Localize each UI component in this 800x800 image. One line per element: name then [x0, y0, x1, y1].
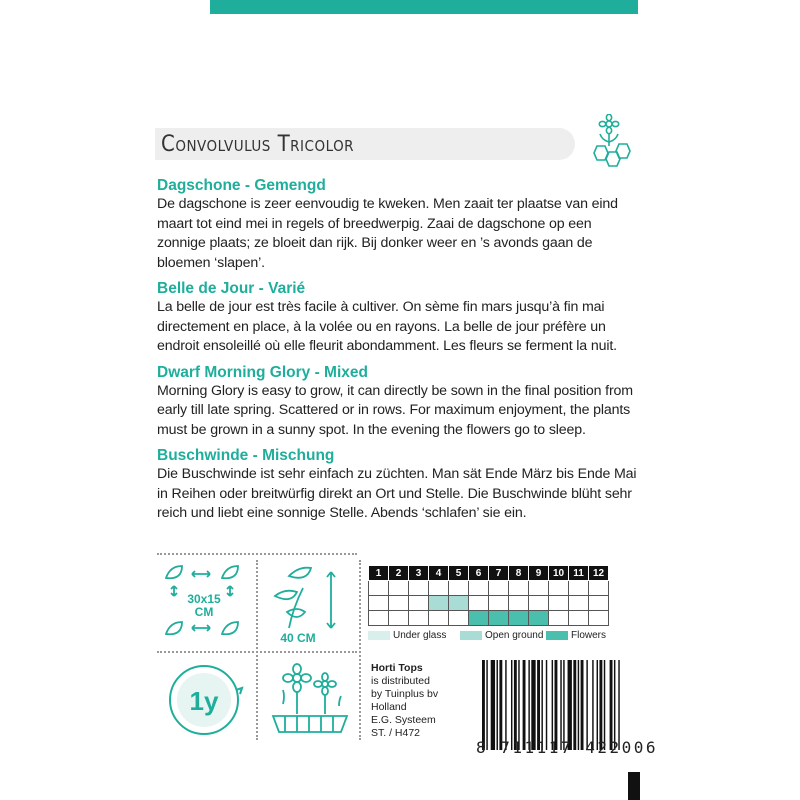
panel-divider-vertical — [256, 560, 258, 740]
barcode-bar — [523, 660, 526, 750]
calendar-cell-open-ground-11 — [569, 596, 589, 611]
plant-height-icon — [265, 562, 353, 646]
section-title-en: Dwarf Morning Glory - Mixed — [157, 363, 368, 381]
barcode-bar — [614, 660, 615, 750]
calendar-cell-open-ground-6 — [469, 596, 489, 611]
calendar-cell-under-glass-7 — [489, 581, 509, 596]
distributor-line-4: E.G. Systeem — [371, 714, 436, 726]
calendar-cell-open-ground-3 — [409, 596, 429, 611]
section-title-fr: Belle de Jour - Varié — [157, 280, 306, 297]
panel-divider-right — [359, 560, 361, 740]
calendar-month-7: 7 — [489, 566, 509, 581]
calendar-month-9: 9 — [529, 566, 549, 581]
spacing-label-line1: 30x15 — [187, 592, 221, 606]
barcode-bar — [546, 660, 547, 750]
calendar-cell-flowers-1 — [369, 611, 389, 626]
barcode-bar — [555, 660, 558, 750]
calendar-cell-under-glass-9 — [529, 581, 549, 596]
barcode-bar — [497, 660, 498, 750]
barcode-bar — [560, 660, 561, 750]
legend-swatch-under-glass — [368, 631, 390, 640]
calendar-row-flowers — [369, 611, 609, 626]
barcode-bar — [618, 660, 619, 750]
section-body-fr: La belle de jour est très facile à cultiver. On sème fin mars jusqu’à fin mai directement en place, à la volée ou en rayons. La belle de jour préfère un endroit ensoleillé où elle fleurit abondamment. Les fleurs se ferment la nuit. — [157, 299, 617, 354]
barcode-bar — [604, 660, 605, 750]
calendar-month-12: 12 — [589, 566, 609, 581]
barcode-bar — [518, 660, 519, 750]
section-title-nl: Dagschone - Gemengd — [157, 177, 326, 194]
calendar-row-under-glass — [369, 581, 609, 596]
calendar-cell-flowers-7 — [489, 611, 509, 626]
calendar-month-4: 4 — [429, 566, 449, 581]
legend-label-under-glass: Under glass — [393, 630, 447, 641]
calendar-cell-flowers-4 — [429, 611, 449, 626]
distributor-brand: Horti Tops — [371, 662, 423, 674]
barcode — [480, 660, 630, 750]
calendar-cell-open-ground-4 — [429, 596, 449, 611]
calendar-month-5: 5 — [449, 566, 469, 581]
calendar-cell-under-glass-2 — [389, 581, 409, 596]
barcode-bar — [499, 660, 502, 750]
calendar-cell-open-ground-12 — [589, 596, 609, 611]
calendar-cell-open-ground-5 — [449, 596, 469, 611]
print-registration-mark — [628, 772, 640, 800]
calendar-month-1: 1 — [369, 566, 389, 581]
calendar-months-row — [369, 566, 609, 581]
barcode-digits: 8 711117 422006 — [476, 738, 658, 757]
flower-logo-icon — [583, 114, 647, 170]
calendar-cell-flowers-3 — [409, 611, 429, 626]
calendar-month-11: 11 — [569, 566, 589, 581]
calendar-cell-under-glass-10 — [549, 581, 569, 596]
legend-under-glass — [368, 630, 446, 641]
calendar-month-6: 6 — [469, 566, 489, 581]
calendar-cell-open-ground-10 — [549, 596, 569, 611]
calendar-grid — [368, 565, 609, 626]
distributor-info — [371, 662, 438, 740]
description-sections — [157, 176, 641, 524]
calendar-cell-flowers-6 — [469, 611, 489, 626]
calendar-month-10: 10 — [549, 566, 569, 581]
calendar-cell-flowers-11 — [569, 611, 589, 626]
section-body-nl: De dagschone is zeer eenvoudig te kweken. Men zaait ter plaatse van eind maart tot eind mei in regels of breedwerpig. Zaai de dagschone op een zonnige plaats; ze bloeit dan rijk. Bij donker weer en ’s avonds gaan de bloemen ‘slapen’. — [157, 196, 618, 271]
barcode-bar — [491, 660, 495, 750]
barcode-bar — [482, 660, 485, 750]
calendar-month-3: 3 — [409, 566, 429, 581]
barcode-bar — [528, 660, 529, 750]
calendar-cell-open-ground-2 — [389, 596, 409, 611]
calendar-cell-open-ground-7 — [489, 596, 509, 611]
distributor-line-5: ST. / H472 — [371, 727, 421, 739]
calendar-cell-flowers-8 — [509, 611, 529, 626]
barcode-bar — [514, 660, 517, 750]
barcode-bar — [568, 660, 572, 750]
barcode-bar — [505, 660, 506, 750]
section-body-en: Morning Glory is easy to grow, it can directly be sown in the final position from early till late spring. Scattered or in rows. For maximum enjoyment, the plants must be grown in a sunny spot. In the evening the flowers go to sleep. — [157, 382, 633, 438]
distributor-line-2: by Tuinplus bv — [371, 688, 439, 700]
legend-flowers — [546, 630, 606, 641]
calendar-cell-flowers-9 — [529, 611, 549, 626]
barcode-bar — [586, 660, 587, 750]
legend-swatch-flowers — [546, 631, 568, 640]
barcode-bar — [597, 660, 598, 750]
calendar-cell-under-glass-5 — [449, 581, 469, 596]
calendar-cell-flowers-2 — [389, 611, 409, 626]
species-name: Convolvulus Tricolor — [161, 132, 355, 157]
spacing-icon — [160, 562, 250, 644]
barcode-bar — [537, 660, 540, 750]
calendar-cell-open-ground-1 — [369, 596, 389, 611]
barcode-bar — [486, 660, 487, 750]
spacing-label-line2: CM — [194, 605, 214, 619]
calendar-month-2: 2 — [389, 566, 409, 581]
calendar-row-open-ground — [369, 596, 609, 611]
barcode-bar — [581, 660, 584, 750]
top-color-bar — [210, 0, 638, 14]
distributor-line-3: Holland — [371, 701, 407, 713]
calendar-cell-flowers-5 — [449, 611, 469, 626]
distributor-line-1: is distributed — [371, 675, 430, 687]
calendar-cell-open-ground-9 — [529, 596, 549, 611]
barcode-bar — [573, 660, 576, 750]
barcode-bar — [541, 660, 542, 750]
calendar-cell-under-glass-4 — [429, 581, 449, 596]
legend-label-flowers: Flowers — [571, 630, 607, 641]
panel-divider-top — [157, 553, 357, 555]
calendar-cell-under-glass-8 — [509, 581, 529, 596]
section-body-de: Die Buschwinde ist sehr einfach zu züchten. Man sät Ende März bis Ende Mai in Reihen oder breitwürfig direkt an Ort und Stelle. Die Buschwinde blüht sehr reich und liebt eine sonnige Stelle. Abends ‘schlafen’ sie ein. — [157, 466, 637, 521]
barcode-bar — [531, 660, 535, 750]
legend-swatch-open-ground — [460, 631, 482, 640]
calendar-cell-open-ground-8 — [509, 596, 529, 611]
barcode-bar — [552, 660, 553, 750]
calendar-cell-under-glass-11 — [569, 581, 589, 596]
calendar-cell-flowers-12 — [589, 611, 609, 626]
calendar-cell-flowers-10 — [549, 611, 569, 626]
barcode-bar — [599, 660, 602, 750]
barcode-bar — [511, 660, 512, 750]
sowing-calendar — [368, 565, 609, 626]
height-label: 40 CM — [280, 631, 316, 645]
calendar-month-8: 8 — [509, 566, 529, 581]
section-title-de: Buschwinde - Mischung — [157, 447, 335, 464]
calendar-cell-under-glass-1 — [369, 581, 389, 596]
seed-tray-flowers-icon — [265, 660, 355, 740]
barcode-bar — [592, 660, 593, 750]
calendar-cell-under-glass-6 — [469, 581, 489, 596]
barcode-bar — [578, 660, 579, 750]
barcode-bar — [563, 660, 564, 750]
barcode-bar — [610, 660, 613, 750]
calendar-cell-under-glass-12 — [589, 581, 609, 596]
lifecycle-icon — [160, 660, 250, 742]
legend-label-open-ground: Open ground — [485, 630, 544, 641]
species-header — [155, 122, 645, 162]
lifecycle-label: 1y — [189, 686, 219, 716]
calendar-cell-under-glass-3 — [409, 581, 429, 596]
legend-open-ground — [460, 630, 543, 641]
